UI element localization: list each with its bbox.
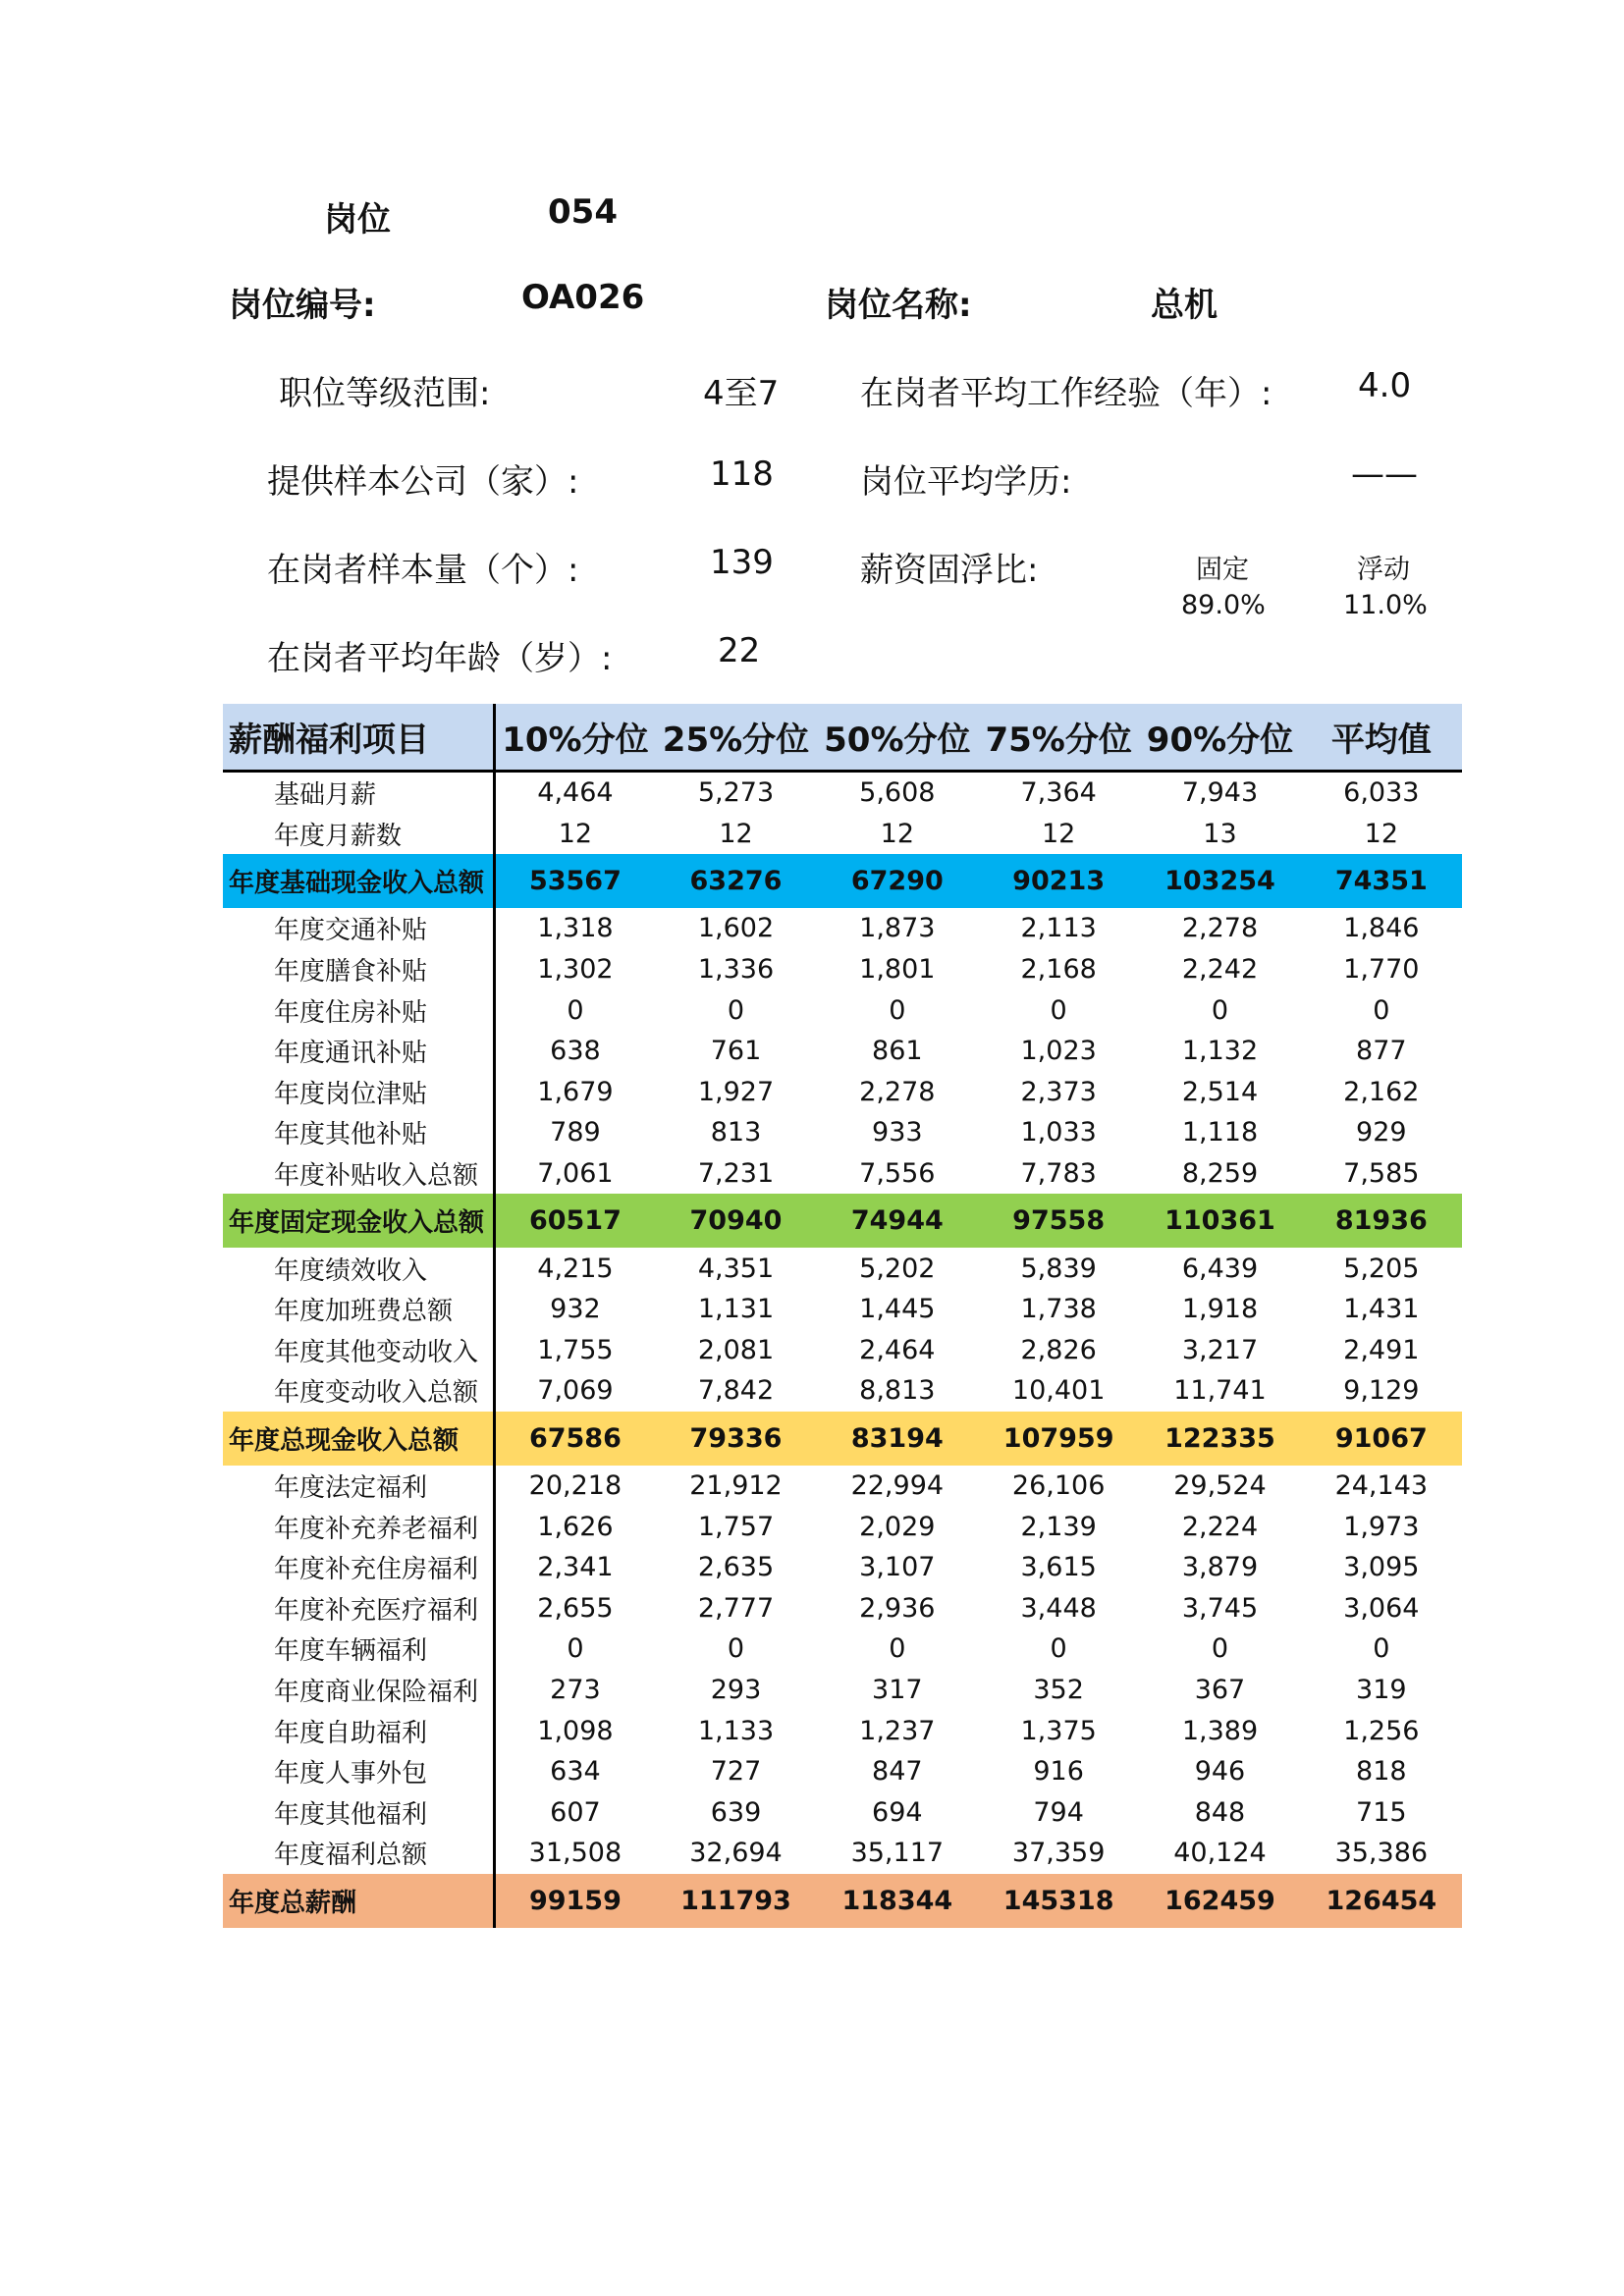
- row-value: 1,118: [1181, 1117, 1259, 1148]
- row-value: 0: [1050, 1633, 1067, 1665]
- table-row: [223, 1547, 1462, 1588]
- row-value: 1,023: [1020, 1036, 1097, 1067]
- header-p75: 75%分位: [978, 704, 1139, 772]
- row-value: 11,741: [1173, 1375, 1267, 1407]
- table-row: [223, 1031, 1462, 1072]
- row-label: 年度人事外包: [223, 1751, 494, 1792]
- row-label: 年度基础现金收入总额: [223, 854, 494, 908]
- row-value: 3,217: [1181, 1334, 1259, 1365]
- position-code-value: OA026: [521, 278, 645, 317]
- row-value: 946: [1194, 1756, 1246, 1788]
- row-value: 2,655: [537, 1592, 614, 1624]
- row-value: 1,755: [537, 1334, 614, 1365]
- row-value: 1,375: [1020, 1715, 1097, 1746]
- sample-companies-value: 118: [710, 454, 774, 494]
- row-value: 929: [1356, 1117, 1407, 1148]
- row-value: 2,113: [1020, 913, 1097, 944]
- row-value: 1,132: [1181, 1036, 1259, 1067]
- row-value: 5,202: [859, 1253, 936, 1284]
- row-value: 32,694: [689, 1838, 783, 1869]
- row-value: 5,839: [1020, 1253, 1097, 1284]
- row-value: 1,757: [697, 1511, 775, 1542]
- row-value: 8,259: [1181, 1158, 1259, 1190]
- education-value: ——: [1351, 454, 1418, 494]
- row-value: 317: [872, 1674, 923, 1705]
- row-value: 367: [1194, 1674, 1246, 1705]
- row-label: 年度补充住房福利: [223, 1547, 494, 1588]
- row-value: 0: [727, 1633, 745, 1665]
- row-value: 1,389: [1181, 1715, 1259, 1746]
- row-value: 162459: [1164, 1885, 1275, 1916]
- row-value: 761: [710, 1036, 762, 1067]
- table-row: [223, 1289, 1462, 1330]
- row-value: 29,524: [1173, 1470, 1267, 1502]
- work-experience-label: 在岗者平均工作经验（年）:: [860, 374, 1272, 413]
- row-value: 26,106: [1011, 1470, 1106, 1502]
- row-value: 634: [550, 1756, 601, 1788]
- row-value: 7,364: [1020, 777, 1097, 809]
- pay-ratio-label: 薪资固浮比:: [860, 551, 1039, 590]
- row-value: 35,117: [850, 1838, 945, 1869]
- row-value: 1,801: [859, 954, 936, 986]
- row-value: 7,943: [1181, 777, 1259, 809]
- table-row: [223, 908, 1462, 949]
- row-label: 年度通讯补贴: [223, 1031, 494, 1072]
- row-value: 794: [1033, 1796, 1084, 1828]
- table-row: [223, 1670, 1462, 1711]
- row-value: 2,341: [537, 1552, 614, 1583]
- row-value: 74944: [850, 1205, 944, 1237]
- row-value: 3,745: [1181, 1592, 1259, 1624]
- row-value: 0: [889, 994, 906, 1026]
- row-value: 110361: [1164, 1205, 1275, 1237]
- row-label: 年度补充医疗福利: [223, 1588, 494, 1629]
- row-label: 年度补充养老福利: [223, 1506, 494, 1547]
- education-label: 岗位平均学历:: [860, 462, 1072, 502]
- row-value: 83194: [850, 1422, 944, 1454]
- grade-range-value: 4至7: [703, 374, 780, 413]
- row-value: 24,143: [1334, 1470, 1429, 1502]
- table-row: [223, 1629, 1462, 1670]
- row-value: 70940: [689, 1205, 783, 1237]
- row-value: 35,386: [1334, 1838, 1429, 1869]
- row-value: 1,738: [1020, 1294, 1097, 1325]
- row-value: 1,133: [697, 1715, 775, 1746]
- row-value: 932: [550, 1294, 601, 1325]
- row-value: 1,256: [1343, 1715, 1420, 1746]
- row-value: 607: [550, 1796, 601, 1828]
- row-value: 933: [872, 1117, 923, 1148]
- row-label: 年度固定现金收入总额: [223, 1194, 494, 1248]
- row-label: 年度加班费总额: [223, 1289, 494, 1330]
- fixed-value: 89.0%: [1181, 590, 1266, 620]
- row-value: 7,231: [697, 1158, 775, 1190]
- row-label: 年度住房补贴: [223, 989, 494, 1031]
- row-label: 年度绩效收入: [223, 1248, 494, 1289]
- header-p90: 90%分位: [1139, 704, 1300, 772]
- row-value: 126454: [1326, 1885, 1437, 1916]
- row-value: 2,081: [697, 1334, 775, 1365]
- row-value: 99159: [528, 1885, 622, 1916]
- table-row: [223, 1506, 1462, 1547]
- row-value: 7,585: [1343, 1158, 1420, 1190]
- table-row: [223, 1588, 1462, 1629]
- row-value: 1,846: [1343, 913, 1420, 944]
- row-value: 122335: [1164, 1422, 1275, 1454]
- row-value: 22,994: [850, 1470, 945, 1502]
- row-value: 7,556: [859, 1158, 936, 1190]
- row-value: 1,445: [859, 1294, 936, 1325]
- table-row: [223, 1370, 1462, 1412]
- average-age-label: 在岗者平均年龄（岁）:: [267, 639, 613, 678]
- row-label: 年度岗位津贴: [223, 1072, 494, 1113]
- row-value: 5,273: [697, 777, 775, 809]
- row-value: 2,139: [1020, 1511, 1097, 1542]
- row-value: 0: [727, 994, 745, 1026]
- row-value: 2,514: [1181, 1076, 1259, 1107]
- row-value: 0: [567, 1633, 584, 1665]
- row-value: 79336: [689, 1422, 783, 1454]
- table-row: [223, 989, 1462, 1031]
- sample-size-label: 在岗者样本量（个）:: [267, 551, 579, 590]
- row-value: 12: [880, 818, 914, 849]
- row-label: 年度商业保险福利: [223, 1670, 494, 1711]
- table-row: [223, 1710, 1462, 1751]
- row-value: 352: [1033, 1674, 1084, 1705]
- row-value: 0: [1211, 994, 1229, 1026]
- row-label: 年度总现金收入总额: [223, 1412, 494, 1466]
- row-value: 12: [719, 818, 753, 849]
- salary-table: [223, 704, 1462, 1928]
- row-value: 715: [1356, 1796, 1407, 1828]
- row-label: 年度自助福利: [223, 1710, 494, 1751]
- row-value: 319: [1356, 1674, 1407, 1705]
- table-row: [223, 772, 1462, 814]
- row-label: 年度法定福利: [223, 1466, 494, 1507]
- row-value: 67586: [528, 1422, 622, 1454]
- row-value: 5,608: [859, 777, 936, 809]
- grade-range-label: 职位等级范围:: [279, 374, 491, 413]
- row-value: 2,464: [859, 1334, 936, 1365]
- header-p10: 10%分位: [494, 704, 655, 772]
- row-value: 1,918: [1181, 1294, 1259, 1325]
- row-value: 694: [872, 1796, 923, 1828]
- row-value: 0: [889, 1633, 906, 1665]
- row-value: 293: [710, 1674, 762, 1705]
- header-p50: 50%分位: [817, 704, 978, 772]
- work-experience-value: 4.0: [1358, 366, 1412, 405]
- row-value: 2,168: [1020, 954, 1097, 986]
- row-value: 1,602: [697, 913, 775, 944]
- row-value: 1,431: [1343, 1294, 1420, 1325]
- row-value: 727: [710, 1756, 762, 1788]
- position-label: 岗位: [324, 200, 391, 240]
- sample-companies-label: 提供样本公司（家）:: [267, 462, 579, 502]
- header-p25: 25%分位: [655, 704, 816, 772]
- row-label: 年度福利总额: [223, 1833, 494, 1874]
- row-value: 3,107: [859, 1552, 936, 1583]
- row-value: 4,464: [537, 777, 614, 809]
- table-row: [223, 1751, 1462, 1792]
- row-value: 1,336: [697, 954, 775, 986]
- row-label: 年度变动收入总额: [223, 1370, 494, 1412]
- row-value: 12: [1041, 818, 1076, 849]
- row-value: 3,879: [1181, 1552, 1259, 1583]
- fixed-label: 固定: [1196, 555, 1249, 585]
- row-value: 74351: [1334, 866, 1428, 897]
- header-average: 平均值: [1301, 704, 1462, 772]
- row-value: 13: [1203, 818, 1237, 849]
- row-value: 818: [1356, 1756, 1407, 1788]
- row-value: 2,242: [1181, 954, 1259, 986]
- header-item: 薪酬福利项目: [223, 704, 494, 772]
- row-label: 年度补贴收入总额: [223, 1153, 494, 1195]
- row-value: 813: [710, 1117, 762, 1148]
- row-value: 0: [1050, 994, 1067, 1026]
- row-value: 63276: [689, 866, 783, 897]
- row-value: 1,302: [537, 954, 614, 986]
- row-value: 1,626: [537, 1511, 614, 1542]
- table-total-row: [223, 1874, 1462, 1928]
- row-value: 2,491: [1343, 1334, 1420, 1365]
- row-value: 4,215: [537, 1253, 614, 1284]
- row-label: 年度总薪酬: [223, 1874, 494, 1928]
- table-row: [223, 1466, 1462, 1507]
- row-value: 2,278: [859, 1076, 936, 1107]
- row-label: 年度膳食补贴: [223, 949, 494, 990]
- table-header-row: [223, 704, 1462, 772]
- row-value: 12: [558, 818, 593, 849]
- row-value: 0: [1373, 994, 1390, 1026]
- row-label: 基础月薪: [223, 772, 494, 814]
- row-value: 1,679: [537, 1076, 614, 1107]
- average-age-value: 22: [718, 631, 761, 670]
- row-value: 97558: [1012, 1205, 1106, 1237]
- row-value: 877: [1356, 1036, 1407, 1067]
- table-row: [223, 1248, 1462, 1289]
- row-label: 年度其他补贴: [223, 1112, 494, 1153]
- row-value: 2,777: [697, 1592, 775, 1624]
- position-value: 054: [548, 192, 618, 232]
- row-value: 1,927: [697, 1076, 775, 1107]
- row-value: 847: [872, 1756, 923, 1788]
- row-value: 118344: [841, 1885, 953, 1916]
- row-value: 2,373: [1020, 1076, 1097, 1107]
- row-value: 7,783: [1020, 1158, 1097, 1190]
- row-value: 0: [1211, 1633, 1229, 1665]
- row-value: 1,770: [1343, 954, 1420, 986]
- row-value: 2,224: [1181, 1511, 1259, 1542]
- table-row: [223, 1833, 1462, 1874]
- row-label: 年度其他福利: [223, 1791, 494, 1833]
- row-value: 2,162: [1343, 1076, 1420, 1107]
- row-value: 103254: [1164, 866, 1275, 897]
- row-value: 2,635: [697, 1552, 775, 1583]
- row-value: 40,124: [1173, 1838, 1267, 1869]
- row-value: 1,131: [697, 1294, 775, 1325]
- row-value: 0: [1373, 1633, 1390, 1665]
- row-label: 年度交通补贴: [223, 908, 494, 949]
- row-value: 0: [567, 994, 584, 1026]
- table-row: [223, 949, 1462, 990]
- row-value: 8,813: [859, 1375, 936, 1407]
- table-total-row: [223, 1194, 1462, 1248]
- row-value: 639: [710, 1796, 762, 1828]
- row-label: 年度其他变动收入: [223, 1330, 494, 1371]
- row-value: 3,095: [1343, 1552, 1420, 1583]
- row-value: 10,401: [1011, 1375, 1106, 1407]
- row-value: 7,842: [697, 1375, 775, 1407]
- sample-size-value: 139: [710, 543, 774, 582]
- row-value: 91067: [1334, 1422, 1428, 1454]
- row-value: 6,033: [1343, 777, 1420, 809]
- row-value: 6,439: [1181, 1253, 1259, 1284]
- row-value: 3,064: [1343, 1592, 1420, 1624]
- row-value: 3,615: [1020, 1552, 1097, 1583]
- row-value: 638: [550, 1036, 601, 1067]
- row-value: 81936: [1334, 1205, 1428, 1237]
- row-value: 916: [1033, 1756, 1084, 1788]
- row-value: 7,061: [537, 1158, 614, 1190]
- row-value: 2,029: [859, 1511, 936, 1542]
- row-value: 4,351: [697, 1253, 775, 1284]
- row-value: 145318: [1002, 1885, 1114, 1916]
- row-value: 111793: [680, 1885, 791, 1916]
- table-row: [223, 1153, 1462, 1195]
- row-value: 2,826: [1020, 1334, 1097, 1365]
- row-value: 2,278: [1181, 913, 1259, 944]
- row-value: 20,218: [528, 1470, 623, 1502]
- row-value: 21,912: [689, 1470, 783, 1502]
- row-value: 1,237: [859, 1715, 936, 1746]
- row-value: 53567: [528, 866, 622, 897]
- row-value: 3,448: [1020, 1592, 1097, 1624]
- row-value: 789: [550, 1117, 601, 1148]
- row-value: 861: [872, 1036, 923, 1067]
- row-value: 1,318: [537, 913, 614, 944]
- row-value: 5,205: [1343, 1253, 1420, 1284]
- table-row: [223, 1072, 1462, 1113]
- table-row: [223, 1791, 1462, 1833]
- row-value: 1,973: [1343, 1511, 1420, 1542]
- row-value: 31,508: [528, 1838, 623, 1869]
- row-value: 67290: [850, 866, 944, 897]
- row-value: 273: [550, 1674, 601, 1705]
- row-value: 12: [1364, 818, 1398, 849]
- position-name-label: 岗位名称:: [825, 286, 972, 325]
- row-value: 60517: [528, 1205, 622, 1237]
- row-value: 1,098: [537, 1715, 614, 1746]
- table-row: [223, 814, 1462, 855]
- float-value: 11.0%: [1343, 590, 1428, 620]
- row-value: 37,359: [1011, 1838, 1106, 1869]
- table-total-row: [223, 1412, 1462, 1466]
- row-value: 90213: [1012, 866, 1106, 897]
- float-label: 浮动: [1357, 555, 1410, 585]
- row-value: 1,033: [1020, 1117, 1097, 1148]
- row-value: 1,873: [859, 913, 936, 944]
- position-code-label: 岗位编号:: [229, 286, 376, 325]
- row-value: 2,936: [859, 1592, 936, 1624]
- row-value: 107959: [1002, 1422, 1114, 1454]
- row-value: 9,129: [1343, 1375, 1420, 1407]
- table-total-row: [223, 854, 1462, 908]
- row-value: 848: [1194, 1796, 1246, 1828]
- row-value: 7,069: [537, 1375, 614, 1407]
- table-row: [223, 1330, 1462, 1371]
- row-label: 年度车辆福利: [223, 1629, 494, 1670]
- position-name-value: 总机: [1151, 286, 1218, 325]
- row-label: 年度月薪数: [223, 814, 494, 855]
- table-row: [223, 1112, 1462, 1153]
